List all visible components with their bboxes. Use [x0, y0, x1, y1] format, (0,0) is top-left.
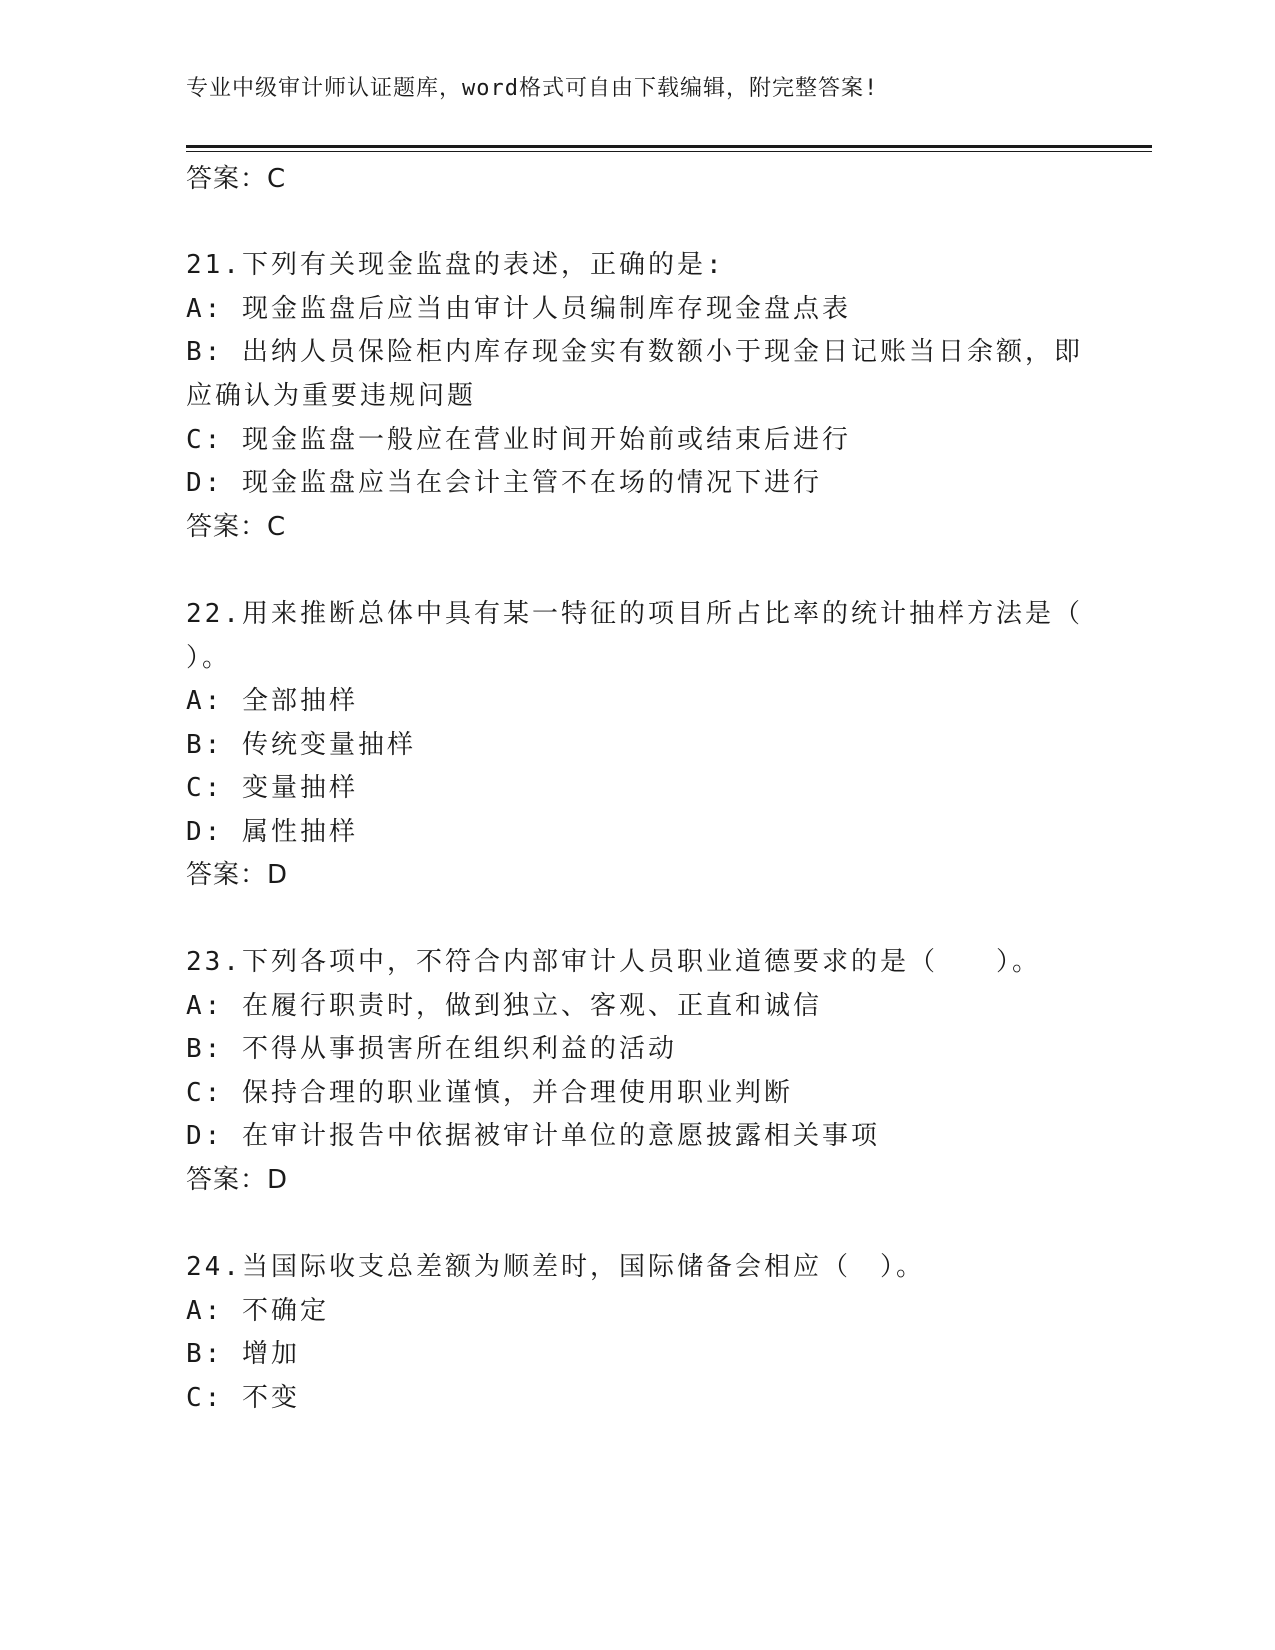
answer-23: 答案：D [186, 1165, 289, 1195]
option-23-a: A: 在履行职责时，做到独立、客观、正直和诚信 [186, 991, 822, 1021]
option-24-b: B: 增加 [186, 1339, 300, 1369]
option-23-d: D: 在审计报告中依据被审计单位的意愿披露相关事项 [186, 1121, 880, 1151]
answer-21: 答案：C [186, 512, 287, 542]
option-24-a: A: 不确定 [186, 1296, 329, 1326]
option-22-b: B: 传统变量抽样 [186, 730, 416, 760]
option-22-c: C: 变量抽样 [186, 773, 358, 803]
answer-22: 答案：D [186, 860, 289, 890]
header-divider [186, 145, 1152, 148]
option-21-a: A: 现金监盘后应当由审计人员编制库存现金盘点表 [186, 294, 851, 324]
option-24-c: C: 不变 [186, 1383, 300, 1413]
question-21: 21.下列有关现金监盘的表述，正确的是: [186, 250, 725, 280]
option-22-d: D: 属性抽样 [186, 817, 358, 847]
option-21-c: C: 现金监盘一般应在营业时间开始前或结束后进行 [186, 425, 851, 455]
option-23-b: B: 不得从事损害所在组织利益的活动 [186, 1034, 677, 1064]
question-22: 22.用来推断总体中具有某一特征的项目所占比率的统计抽样方法是（ [186, 599, 1083, 629]
question-24: 24.当国际收支总差额为顺差时，国际储备会相应（ ）。 [186, 1252, 925, 1282]
option-23-c: C: 保持合理的职业谨慎，并合理使用职业判断 [186, 1078, 793, 1108]
option-21-b: B: 出纳人员保险柜内库存现金实有数额小于现金日记账当日余额，即 [186, 337, 1083, 367]
question-23: 23.下列各项中，不符合内部审计人员职业道德要求的是（ ）。 [186, 947, 1041, 977]
page-header: 专业中级审计师认证题库，word格式可自由下载编辑，附完整答案! [186, 76, 879, 101]
answer-20: 答案：C [186, 164, 287, 194]
option-21-b-cont: 应确认为重要违规问题 [186, 381, 477, 411]
header-divider-thin [186, 151, 1152, 152]
question-22-cont: ）。 [186, 643, 232, 673]
option-22-a: A: 全部抽样 [186, 686, 358, 716]
option-21-d: D: 现金监盘应当在会计主管不在场的情况下进行 [186, 468, 822, 498]
